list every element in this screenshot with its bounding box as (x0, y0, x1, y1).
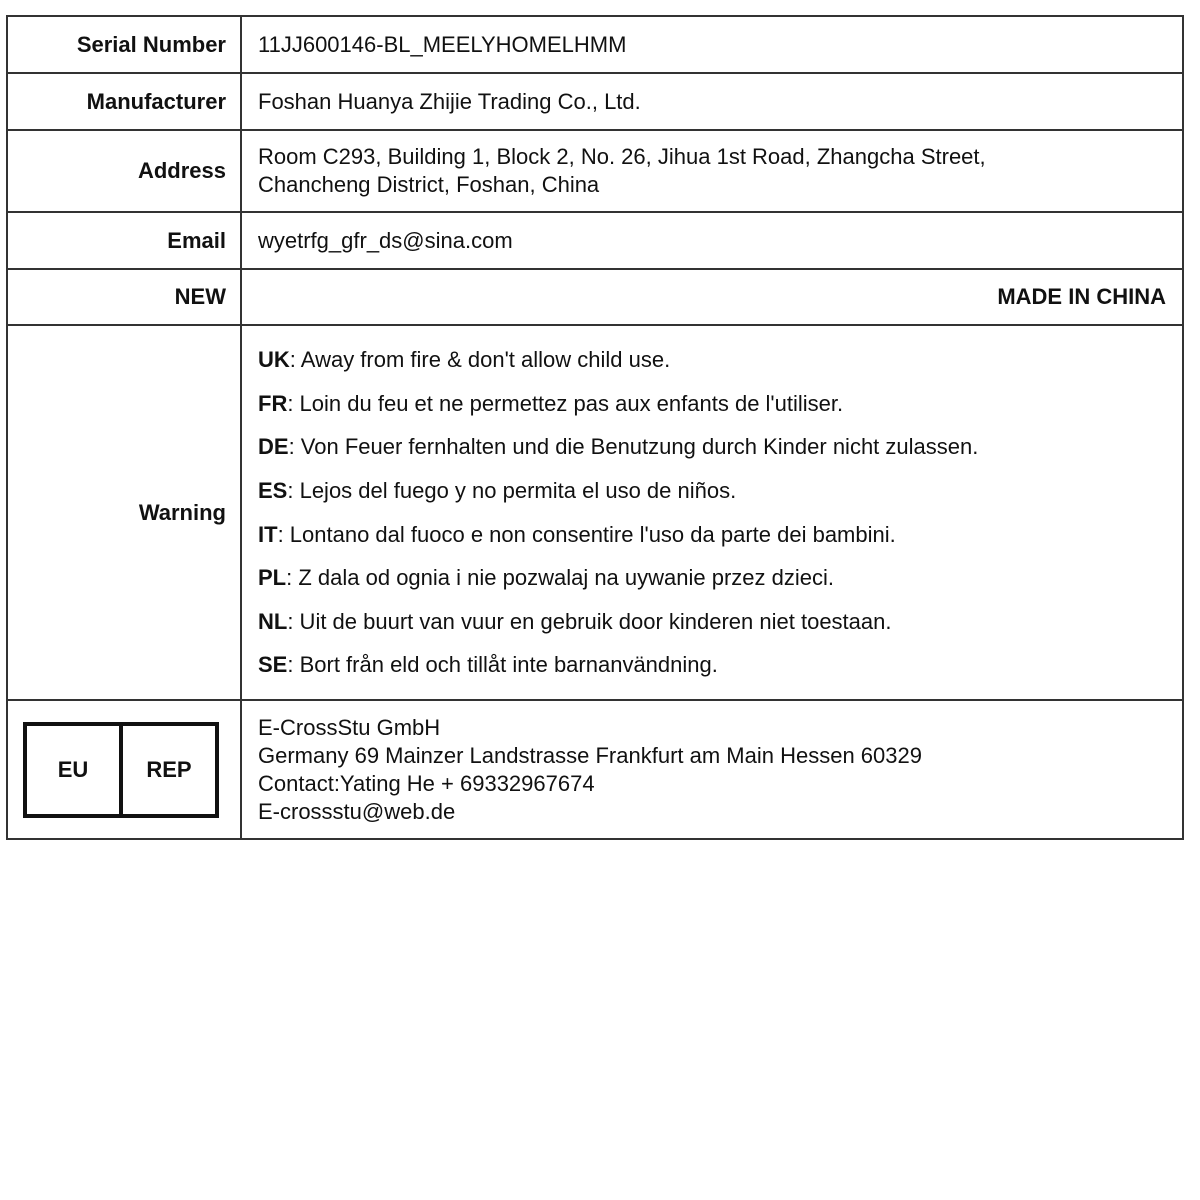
eu-rep-row (7, 700, 1183, 839)
eu-rep-badge-right: REP (146, 756, 192, 782)
warning-text: : Z dala od ognia i nie pozwalaj na uywanie przez dzieci. (286, 565, 834, 591)
lang-code: DE (258, 434, 289, 460)
email-row (7, 212, 1183, 269)
warning-item (258, 556, 1166, 600)
manufacturer-value: Foshan Huanya Zhijie Trading Co., Ltd. (241, 73, 1183, 130)
eu-rep-email: E-crossstu@web.de (258, 798, 456, 824)
warning-text: : Uit de buurt van vuur en gebruik door kinderen niet toestaan. (287, 608, 892, 634)
warning-item (258, 382, 1166, 426)
eu-rep-badge-left: EU (27, 726, 123, 814)
warning-text: : Von Feuer fernhalten und die Benutzung durch Kinder nicht zulassen. (288, 434, 979, 460)
email-value: wyetrfg_gfr_ds@sina.com (241, 212, 1183, 269)
address-line-1: Room C293, Building 1, Block 2, No. 26, Jihua 1st Road, Zhangcha Street, (258, 144, 986, 169)
lang-code: SE (258, 652, 288, 678)
eu-rep-address: Germany 69 Mainzer Landstrasse Frankfurt am Main Hessen 60329 (258, 742, 922, 768)
address-value (241, 130, 1183, 212)
warning-list (241, 325, 1183, 700)
warning-text: : Lejos del fuego y no permita el uso de niños. (287, 477, 737, 503)
warning-item (258, 425, 1166, 469)
warning-item (258, 469, 1166, 513)
eu-rep-badge (23, 722, 219, 818)
condition-label: NEW (7, 269, 241, 325)
eu-rep-details (241, 700, 1183, 839)
lang-code: FR (258, 390, 288, 416)
warning-item (258, 643, 1166, 687)
lang-code: PL (258, 565, 287, 591)
warning-item (258, 600, 1166, 644)
warning-item (258, 338, 1166, 382)
product-info-table (6, 15, 1184, 840)
eu-rep-contact: Contact:Yating He + 69332967674 (258, 770, 595, 796)
serial-number-label: Serial Number (7, 16, 241, 73)
email-label: Email (7, 212, 241, 269)
warning-row (7, 325, 1183, 700)
serial-number-value: 11JJ600146-BL_MEELYHOMELHMM (241, 16, 1183, 73)
eu-rep-company: E-CrossStu GmbH (258, 714, 441, 740)
eu-rep-badge-cell (7, 700, 241, 839)
address-line-2: Chancheng District, Foshan, China (258, 172, 600, 197)
serial-number-row (7, 16, 1183, 73)
warning-text: : Bort från eld och tillåt inte barnanvändning. (287, 652, 718, 678)
lang-code: ES (258, 477, 288, 503)
address-label: Address (7, 130, 241, 212)
warning-text: : Lontano dal fuoco e non consentire l'uso da parte dei bambini. (277, 521, 896, 547)
address-row (7, 130, 1183, 212)
condition-row (7, 269, 1183, 325)
lang-code: UK (258, 347, 290, 373)
lang-code: NL (258, 608, 288, 634)
warning-text: : Loin du feu et ne permettez pas aux enfants de l'utiliser. (287, 390, 844, 416)
origin-value: MADE IN CHINA (241, 269, 1183, 325)
manufacturer-label: Manufacturer (7, 73, 241, 130)
lang-code: IT (258, 521, 278, 547)
warning-text: : Away from fire & don't allow child use. (289, 347, 671, 373)
warning-item (258, 513, 1166, 557)
warning-label: Warning (7, 325, 241, 700)
manufacturer-row (7, 73, 1183, 130)
